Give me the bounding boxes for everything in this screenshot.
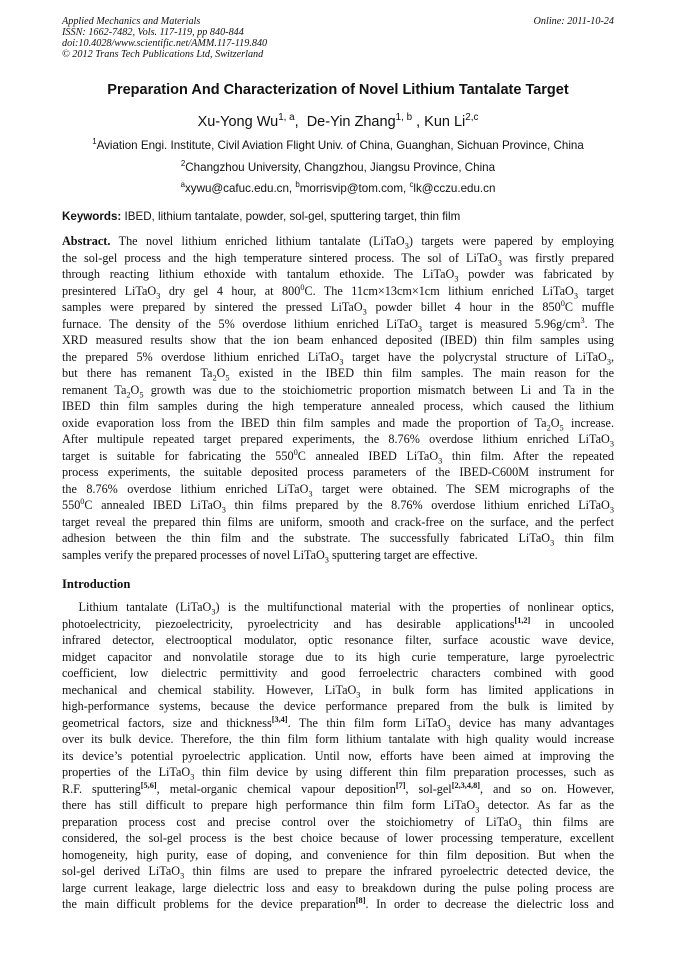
abstract-line: adhesion between the thin film and the substrate. The successfully fabricated LiTaO$_3$ thin film	[62, 531, 614, 547]
introduction-line: there has still difficult to prepare high performance thin film form LiTaO$_3$ detector. As far as the	[62, 798, 614, 814]
journal-name: Applied Mechanics and Materials	[62, 16, 201, 27]
introduction-line: sol-gel derived LiTaO$_3$ thin films are used to prepare the infrared pyroelectric detected device, the	[62, 864, 614, 880]
author-affiliation-mark: 1, b	[395, 112, 413, 124]
author-affiliation-mark: 2,c	[465, 112, 479, 124]
email-link[interactable]: lk@cczu.edu.cn	[413, 182, 496, 195]
keywords-label: Keywords:	[62, 210, 122, 223]
author-affiliation-mark: 1, a	[278, 112, 295, 124]
introduction-line: over its bulk device. Therefore, the thin film form lithium tantalate with high quality would increase	[62, 732, 614, 746]
journal-doi[interactable]: doi:10.4028/www.scientific.net/AMM.117-119.840	[62, 38, 268, 49]
abstract-line: process experiments, the suitable deposited process parameters of the IBED-C600M instrument for	[62, 465, 614, 479]
abstract-line: but there has remanent $Ta_2O_5$ existed in the IBED thin film samples. The main reason for the	[62, 366, 614, 382]
introduction-line: its device’s potential pyroelectric application. Until now, efforts have been aimed at improving the	[62, 748, 614, 763]
introduction-line: the main difficult problems for the device preparation[8]. In order to decrease the dielectric loss and	[62, 896, 614, 911]
introduction-line: coefficient, low dielectric permittivity and good ferroelectric characters combined with good	[62, 666, 614, 680]
introduction-line: photoelectricity, piezoelectricity, pyroelectricity and has desirable applications[1,2] in uncooled	[62, 615, 614, 631]
abstract-line: the prepared 5% overdose lithium enriched LiTaO$_3$ target have the polycrystal structure of LiTaO$_3$,	[62, 349, 614, 365]
abstract-line: Abstract. The novel lithium enriched lithium tantalate (LiTaO$_3$) targets were papered by employing	[62, 234, 614, 250]
email-link[interactable]: xywu@cafuc.edu.cn,	[184, 182, 296, 195]
paper-title: Preparation And Characterization of Novel Lithium Tantalate Target	[107, 82, 569, 98]
keywords	[62, 210, 614, 223]
author-emails: $^a$xywu@cafuc.edu.cn, $^b$morrisvip@tom.com, $^c$lk@cczu.edu.cn	[180, 180, 496, 195]
introduction-line: Lithium tantalate (LiTaO$_3$) is the multifunctional material with the properties of nonlinear optics,	[62, 600, 614, 616]
introduction-line: large current leakage, large dielectric loss and easy to breakdown during the pulse poling process are	[62, 880, 614, 895]
email-link[interactable]: morrisvip@tom.com,	[299, 182, 410, 195]
introduction-line: homogeneity, high purity, ease of doping, and convenience for thin film deposition. But when the	[62, 847, 614, 862]
abstract-line: samples were prepared by sintered the pressed LiTaO$_3$ powder billet 4 hour in the $850^0C$ muffle	[62, 299, 614, 316]
introduction-line: mechanical and chemical stability. However, LiTaO$_3$ in bulk form has limited applications in	[62, 682, 614, 698]
journal-copyright: © 2012 Trans Tech Publications Ltd, Switzerland	[62, 49, 264, 60]
journal-header	[62, 16, 267, 60]
affiliation-2: $^2$Changzhou University, Changzhou, Jiangsu Province, China	[180, 159, 496, 174]
affiliation-1: $^1$Aviation Engi. Institute, Civil Aviation Flight Univ. of China, Guanghan, Sichuan Province, China	[92, 137, 584, 152]
abstract-line: the 8.76% overdose lithium enriched LiTaO$_3$ target were obtained. The SEM micrographs of the	[62, 481, 614, 497]
author-separator: ,	[294, 114, 307, 130]
introduction-line: R.F. sputtering[5,6], metal-organic chemical vapour deposition[7], sol-gel[2,3,4,8], and so on. However,	[62, 780, 614, 796]
author-name: Kun Li	[424, 114, 466, 130]
abstract-line: oxide evaporation loss from the IBED thin film samples and made the proportion of $Ta_2O_5$ increase.	[62, 415, 614, 431]
abstract-line: through reacting lithium ethoxide with tantalum ethoxide. The LiTaO$_3$ powder was fabricated by	[62, 267, 614, 283]
introduction-line: considered, the sol-gel process is the best choice because of lower processing temperature, excellent	[62, 831, 614, 845]
abstract-line: $550^0C$ annealed IBED LiTaO$_3$ thin films prepared by the 8.76% overdose lithium enriched LiTaO$_3$	[62, 497, 614, 514]
abstract	[62, 233, 614, 563]
author-name: De-Yin Zhang	[306, 114, 396, 130]
online-date: Online: 2011-10-24	[533, 16, 614, 27]
introduction-heading: Introduction	[62, 577, 131, 591]
abstract-line: After multipule repeated target prepared experiments, the 8.76% overdose lithium enriched LiTaO$_3$	[62, 432, 614, 448]
abstract-line: samples verify the prepared processes of novel LiTaO$_3$ sputtering target are effective.	[62, 547, 478, 563]
introduction-line: infrared detector, electrooptical modulator, optic resonance filter, surface acoustic wave device,	[62, 633, 614, 647]
abstract-line: target reveal the prepared thin films are uniform, smooth and crack-free on the surface, and the perfect	[62, 514, 614, 529]
introduction-body	[62, 599, 614, 913]
author-name: Xu-Yong Wu	[197, 114, 279, 130]
abstract-line: remanent $Ta_2O_5$ growth was due to the stoichiometric proportion mismatch between Li and Ta in the	[62, 382, 614, 398]
introduction-line: high-performance systems, because the device performance prepared from the bulk is limited by	[62, 699, 614, 713]
author-separator: ,	[412, 114, 425, 130]
abstract-line: furnace. The density of the 5% overdose lithium enriched LiTaO$_3$ target is measured $5.96g/cm^3$. The	[62, 315, 614, 332]
introduction-line: geometrical factors, size and thickness[3,4]. The thin film form LiTaO$_3$ device has many advantages	[62, 714, 614, 731]
keywords-text: IBED, lithium tantalate, powder, sol-gel, sputtering target, thin film	[121, 210, 461, 223]
journal-issn: ISSN: 1662-7482, Vols. 117-119, pp 840-844	[62, 27, 244, 38]
abstract-line: IBED thin film samples during the high temperature annealed process, which caused the lithium	[62, 399, 614, 413]
introduction-line: preparation process cost and precise control over the stoichiometry of LiTaO$_3$ thin films are	[62, 814, 614, 830]
introduction-line: properties of the LiTaO$_3$ thin film device by using different thin film preparation processes, such as	[62, 765, 614, 781]
abstract-line: target is suitable for fabricating the $550^0C$ annealed IBED LiTaO$_3$ thin film. After the repeated	[62, 447, 614, 464]
abstract-line: the sol-gel process and the high temperature sintered process. The sol of LiTaO$_3$ was firstly prepared	[62, 250, 614, 266]
author-list	[62, 114, 614, 130]
abstract-line: XRD measured results show that the ion beam enhanced deposited (IBED) thin film samples using	[62, 333, 614, 347]
introduction-line: midget capacitor and nonvolatile storage due to its high curie temperature, large pyroelectric	[62, 649, 614, 664]
abstract-line: presintered LiTaO$_3$ dry gel 4 hour, at $800^0C$. The 11cm×13cm×1cm lithium enriched LiTaO$_3$ target	[62, 282, 614, 299]
